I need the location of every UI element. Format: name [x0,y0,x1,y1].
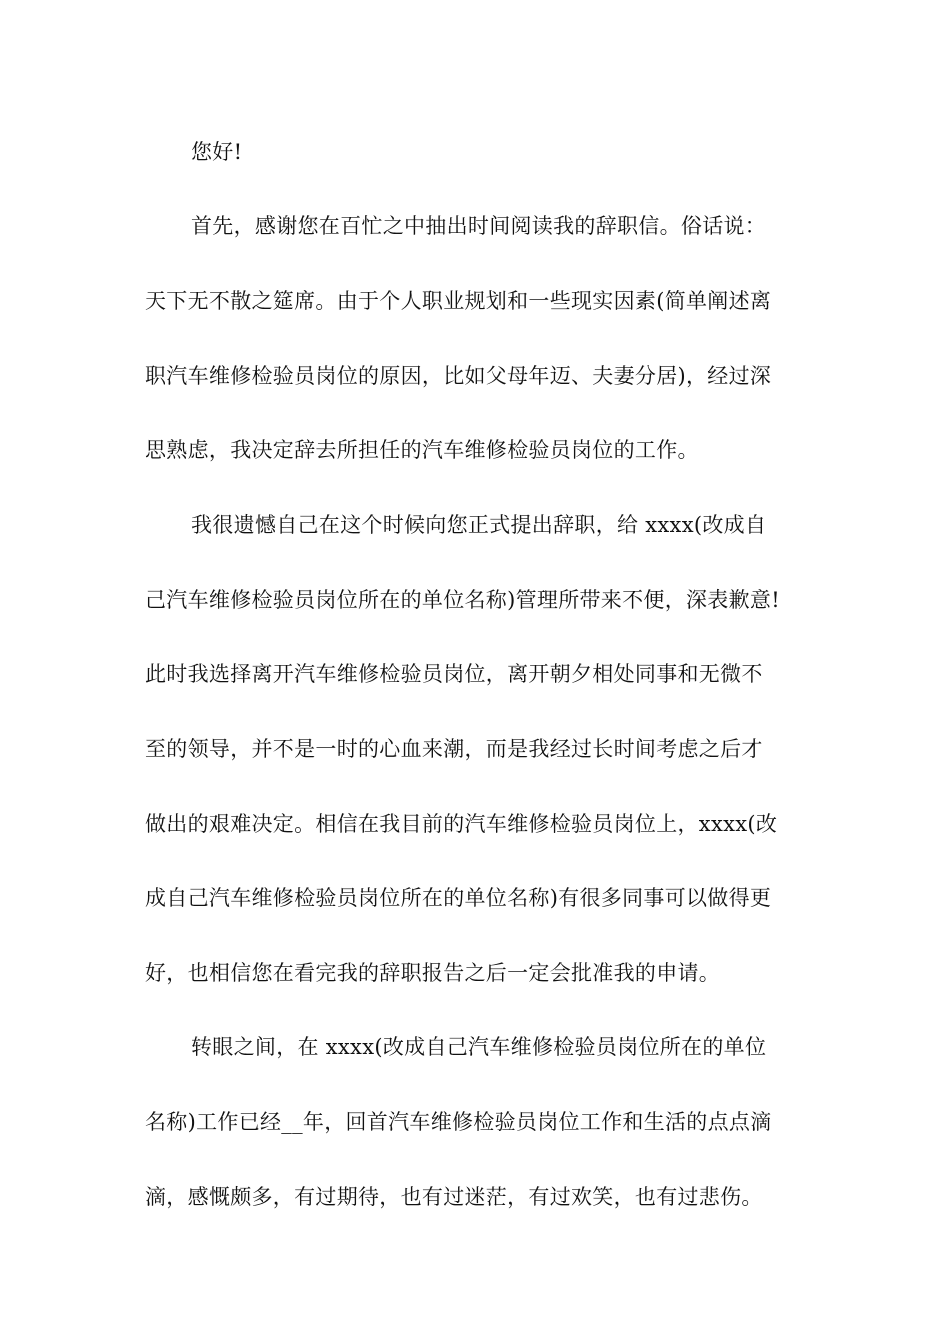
paragraph-2-line-3: 此时我选择离开汽车维修检验员岗位，离开朝夕相处同事和无微不 [145,662,763,686]
paragraph-1-line-2: 天下无不散之筵席。由于个人职业规划和一些现实因素(简单阐述离 [145,289,772,313]
paragraph-2-line-6: 成自己汽车维修检验员岗位所在的单位名称)有很多同事可以做得更 [145,886,772,910]
paragraph-3-line-2: 名称)工作已经__年，回首汽车维修检验员岗位工作和生活的点点滴 [145,1110,772,1134]
paragraph-3-line-3: 滴，感慨颇多，有过期待，也有过迷茫，有过欢笑，也有过悲伤。 [145,1185,763,1209]
paragraph-1-line-1: 首先，感谢您在百忙之中抽出时间阅读我的辞职信。俗话说： [191,214,767,238]
paragraph-2-line-5: 做出的艰难决定。相信在我目前的汽车维修检验员岗位上，xxxx(改 [145,812,778,836]
paragraph-2-line-2: 己汽车维修检验员岗位所在的单位名称)管理所带来不便，深表歉意! [145,588,780,612]
paragraph-3-line-1: 转眼之间，在 xxxx(改成自己汽车维修检验员岗位所在的单位 [191,1035,767,1059]
paragraph-1-line-3: 职汽车维修检验员岗位的原因，比如父母年迈、夫妻分居)，经过深 [145,364,772,388]
paragraph-2-line-7: 好，也相信您在看完我的辞职报告之后一定会批准我的申请。 [145,961,721,985]
greeting: 您好! [191,140,243,164]
paragraph-1-line-4: 思熟虑，我决定辞去所担任的汽车维修检验员岗位的工作。 [145,438,699,462]
paragraph-2-line-4: 至的领导，并不是一时的心血来潮，而是我经过长时间考虑之后才 [145,737,763,761]
paragraph-2-line-1: 我很遗憾自己在这个时候向您正式提出辞职，给 xxxx(改成自 [191,513,767,537]
